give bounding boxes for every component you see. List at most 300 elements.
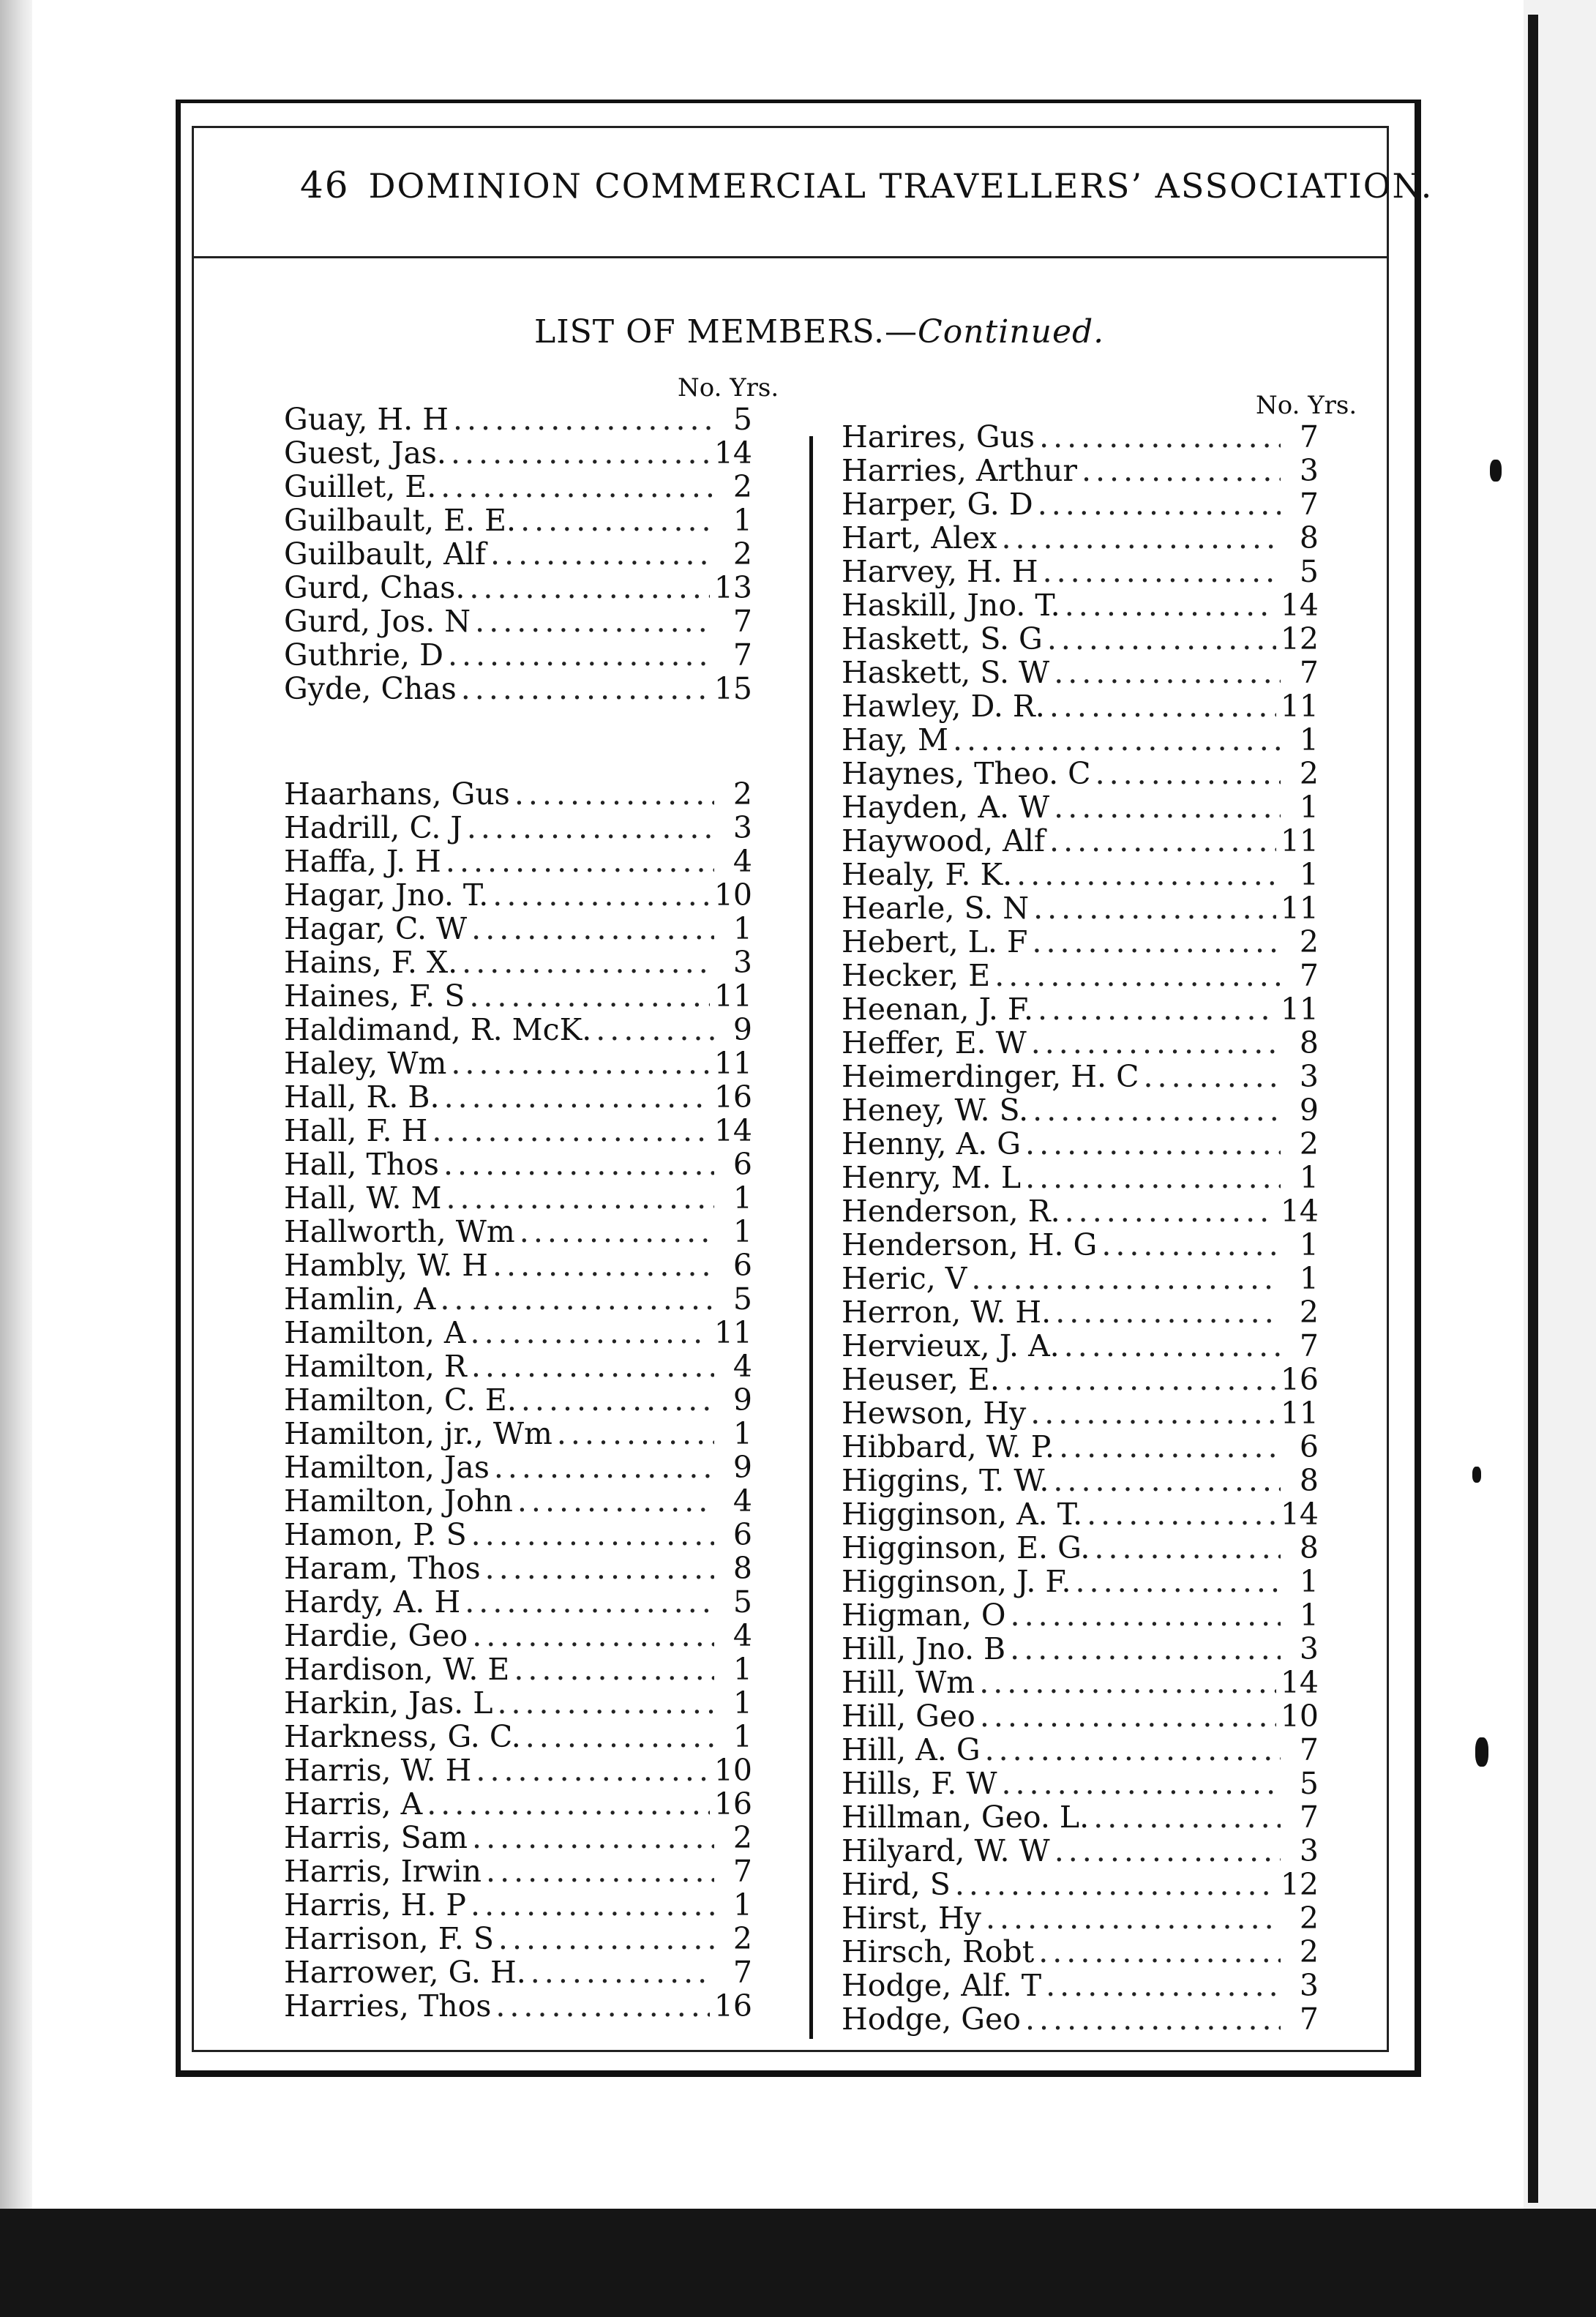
member-name: Higman, O — [842, 1598, 1006, 1633]
member-entry — [842, 1901, 1319, 1935]
member-years: 2 — [1299, 756, 1319, 791]
member-entry — [284, 470, 752, 504]
member-entry — [842, 588, 1319, 622]
ink-speck — [1475, 1737, 1488, 1767]
member-entry — [284, 777, 752, 811]
member-years: 10 — [713, 877, 752, 913]
member-entry — [284, 1249, 752, 1282]
member-name: Henny, A. G — [842, 1126, 1022, 1161]
member-name: Higginson, E. G. — [842, 1530, 1090, 1565]
column-divider — [809, 436, 813, 2039]
member-name: Harrower, G. H. — [284, 1955, 526, 1990]
member-name: Hirsch, Robt — [842, 1934, 1035, 1969]
member-years: 1 — [733, 1214, 752, 1249]
member-years: 1 — [1299, 1227, 1319, 1262]
member-entry — [842, 1800, 1319, 1834]
leader-dots — [469, 979, 710, 1013]
leader-dots — [1054, 656, 1281, 689]
leader-dots — [1059, 1430, 1281, 1464]
member-years: 9 — [733, 1382, 752, 1418]
member-entry — [842, 1666, 1319, 1699]
member-entry — [842, 891, 1319, 925]
member-name: Heuser, E. — [842, 1362, 1000, 1397]
leader-dots — [1038, 992, 1276, 1026]
member-entry — [842, 1127, 1319, 1161]
member-name: Hervieux, J. A. — [842, 1328, 1060, 1363]
leader-dots — [490, 537, 714, 571]
member-entry — [284, 1114, 752, 1148]
member-name: Haywood, Alf — [842, 823, 1046, 858]
member-name: Haley, Wm — [284, 1046, 447, 1081]
leader-dots — [432, 1114, 709, 1148]
member-name: Hamlin, A — [284, 1281, 436, 1317]
leader-dots — [476, 1753, 709, 1787]
member-name: Hamilton, jr., Wm — [284, 1416, 552, 1451]
member-years: 11 — [1280, 1396, 1319, 1431]
leader-dots — [525, 1720, 714, 1753]
member-entry — [842, 1834, 1319, 1868]
member-name: Henderson, H. G — [842, 1227, 1098, 1262]
section-title-main: LIST OF MEMBERS.— — [534, 313, 918, 351]
member-years: 1 — [733, 1887, 752, 1923]
member-entry — [842, 1767, 1319, 1800]
member-name: Guest, Jas. — [284, 435, 446, 471]
member-name: Hart, Alex — [842, 520, 997, 555]
leader-dots — [467, 811, 714, 845]
member-years: 5 — [733, 402, 752, 437]
member-years: 11 — [713, 1046, 752, 1081]
leader-dots — [1025, 2002, 1281, 2036]
member-name: Harires, Gus — [842, 419, 1035, 454]
member-entry — [284, 1854, 752, 1888]
member-entry — [284, 1080, 752, 1114]
member-name: Healy, F. K. — [842, 857, 1013, 892]
leader-dots — [1095, 757, 1281, 790]
leader-dots — [1087, 1497, 1276, 1531]
member-years: 4 — [733, 844, 752, 879]
member-name: Hird, S — [842, 1867, 951, 1902]
member-name: Guillet, E. — [284, 469, 437, 504]
member-name: Harris, Irwin — [284, 1854, 482, 1889]
leader-dots — [465, 1585, 714, 1619]
member-name: Harkin, Jas. L — [284, 1685, 493, 1721]
member-name: Hall, W. M — [284, 1180, 442, 1216]
member-name: Hambly, W. H — [284, 1248, 489, 1283]
leader-dots — [446, 1181, 714, 1215]
leader-dots — [1032, 925, 1281, 959]
member-years: 11 — [713, 1315, 752, 1350]
leader-dots — [1011, 1598, 1281, 1632]
member-name: Harris, Sam — [284, 1820, 468, 1855]
member-years: 1 — [733, 503, 752, 538]
member-years: 10 — [713, 1753, 752, 1788]
member-years: 12 — [1280, 1867, 1319, 1902]
member-years: 2 — [733, 1820, 752, 1855]
member-entry — [842, 1026, 1319, 1060]
page-gutter-shadow — [0, 0, 32, 2317]
member-entry — [284, 638, 752, 672]
leader-dots — [1064, 1329, 1281, 1363]
leader-dots — [1049, 689, 1276, 723]
leader-dots — [1047, 622, 1276, 656]
member-entry — [842, 1295, 1319, 1329]
member-entry — [284, 811, 752, 845]
leader-dots — [1093, 1800, 1281, 1834]
member-entry — [842, 656, 1319, 689]
member-entry — [842, 555, 1319, 588]
member-name: Haldimand, R. McK. — [284, 1012, 592, 1047]
member-entry — [842, 1262, 1319, 1295]
leader-dots — [1038, 487, 1281, 521]
member-name: Gurd, Chas. — [284, 570, 465, 605]
member-entry — [284, 946, 752, 979]
member-name: Heffer, E. W — [842, 1025, 1027, 1060]
leader-dots — [1054, 1834, 1281, 1868]
member-name: Hallworth, Wm — [284, 1214, 515, 1249]
leader-dots — [520, 1215, 714, 1249]
leader-dots — [1043, 555, 1281, 588]
leader-dots — [557, 1417, 714, 1451]
member-name: Hearle, S. N — [842, 891, 1030, 926]
member-years: 7 — [1299, 958, 1319, 993]
member-entry — [842, 858, 1319, 891]
member-entry — [842, 1430, 1319, 1464]
member-years: 8 — [1299, 520, 1319, 555]
member-entry — [284, 1652, 752, 1686]
member-entry — [284, 504, 752, 537]
ink-speck — [1490, 460, 1502, 482]
member-name: Hill, Jno. B — [842, 1631, 1006, 1666]
member-entry — [284, 1350, 752, 1383]
leader-dots — [462, 946, 714, 979]
member-years: 3 — [1299, 1631, 1319, 1666]
leader-dots — [980, 1699, 1276, 1733]
member-years: 8 — [1299, 1025, 1319, 1060]
member-entry — [842, 723, 1319, 757]
member-name: Harvey, H. H — [842, 554, 1038, 589]
member-years: 7 — [1299, 419, 1319, 454]
leader-dots — [1031, 1026, 1281, 1060]
member-entry — [284, 1383, 752, 1417]
ink-speck — [1472, 1467, 1481, 1483]
member-entry — [842, 1699, 1319, 1733]
leader-dots — [1025, 1127, 1281, 1161]
member-entry — [284, 1451, 752, 1484]
member-entry — [842, 992, 1319, 1026]
member-name: Hill, Geo — [842, 1699, 975, 1734]
member-entry — [284, 1821, 752, 1854]
member-years: 7 — [1299, 655, 1319, 690]
leader-dots — [486, 1854, 714, 1888]
member-name: Harrison, F. S — [284, 1921, 494, 1956]
member-years: 3 — [1299, 453, 1319, 488]
member-name: Hillman, Geo. L. — [842, 1800, 1090, 1835]
leader-dots — [443, 1148, 714, 1181]
member-entry — [284, 1148, 752, 1181]
member-entry — [284, 672, 752, 705]
member-name: Hamilton, John — [284, 1483, 513, 1519]
member-years: 1 — [1299, 1598, 1319, 1633]
member-years: 3 — [733, 810, 752, 845]
member-name: Heney, W. S. — [842, 1093, 1029, 1128]
leader-dots — [979, 1666, 1276, 1699]
member-name: Harkness, G. C. — [284, 1719, 521, 1754]
leader-dots — [1033, 891, 1276, 925]
member-entry — [842, 1194, 1319, 1228]
member-years: 16 — [713, 1786, 752, 1822]
member-years: 11 — [1280, 689, 1319, 724]
member-years: 1 — [1299, 790, 1319, 825]
member-years: 14 — [1280, 1665, 1319, 1700]
member-name: Hodge, Alf. T — [842, 1968, 1042, 2003]
member-years: 2 — [1299, 924, 1319, 959]
leader-dots — [472, 1619, 714, 1652]
member-years: 7 — [1299, 1800, 1319, 1835]
member-entry — [842, 1161, 1319, 1194]
member-years: 9 — [733, 1012, 752, 1047]
member-years: 6 — [733, 1248, 752, 1283]
member-entry — [842, 2002, 1319, 2036]
member-entry — [842, 824, 1319, 858]
left-member-list — [284, 0, 752, 2049]
member-entry — [842, 1464, 1319, 1497]
member-years: 16 — [713, 1079, 752, 1115]
member-years: 6 — [733, 1517, 752, 1552]
leader-dots — [427, 1787, 710, 1821]
leader-dots — [448, 638, 714, 672]
member-years: 2 — [733, 776, 752, 812]
member-name: Herron, W. H. — [842, 1295, 1052, 1330]
leader-dots — [520, 504, 714, 537]
leader-dots — [451, 436, 710, 470]
member-entry — [842, 1060, 1319, 1093]
member-years: 1 — [1299, 857, 1319, 892]
leader-dots — [985, 1733, 1281, 1767]
member-years: 8 — [1299, 1463, 1319, 1498]
leader-dots — [1001, 1767, 1281, 1800]
leader-dots — [1101, 1228, 1281, 1262]
member-entry — [842, 959, 1319, 992]
leader-dots — [497, 1686, 714, 1720]
member-years: 9 — [1299, 1093, 1319, 1128]
member-name: Haarhans, Gus — [284, 776, 510, 812]
leader-dots — [451, 1047, 709, 1080]
member-name: Harries, Thos — [284, 1988, 492, 2024]
member-entry — [842, 420, 1319, 454]
member-name: Guay, H. H — [284, 402, 449, 437]
leader-dots — [485, 1551, 714, 1585]
member-name: Hay, M — [842, 722, 948, 757]
member-name: Haines, F. S — [284, 978, 465, 1014]
leader-dots — [498, 1922, 714, 1955]
member-entry — [842, 1531, 1319, 1565]
member-years: 1 — [1299, 1261, 1319, 1296]
leader-dots — [1055, 1295, 1281, 1329]
member-name: Hamilton, R — [284, 1349, 467, 1384]
member-entry — [284, 878, 752, 912]
scan-bottom-band — [0, 2209, 1596, 2317]
member-entry — [842, 1396, 1319, 1430]
member-name: Harries, Arthur — [842, 453, 1077, 488]
leader-dots — [986, 1901, 1281, 1935]
leader-dots — [1046, 1969, 1281, 2002]
member-name: Hamilton, A — [284, 1315, 466, 1350]
member-entry — [284, 1753, 752, 1787]
member-entry — [284, 571, 752, 604]
member-entry — [842, 1733, 1319, 1767]
member-entry — [842, 1598, 1319, 1632]
member-entry — [842, 1565, 1319, 1598]
member-years: 5 — [733, 1584, 752, 1620]
member-name: Henry, M. L — [842, 1160, 1022, 1195]
member-name: Higginson, J. F. — [842, 1564, 1071, 1599]
member-entry — [284, 845, 752, 878]
member-years: 7 — [1299, 1328, 1319, 1363]
leader-dots — [440, 1282, 714, 1316]
member-years: 3 — [1299, 1833, 1319, 1868]
leader-dots — [471, 1350, 714, 1383]
member-entry — [284, 1417, 752, 1451]
member-entry — [284, 1518, 752, 1551]
member-name: Guthrie, D — [284, 637, 443, 673]
member-entry — [842, 1093, 1319, 1127]
member-entry — [284, 1551, 752, 1585]
member-entry — [284, 1047, 752, 1080]
leader-dots — [461, 672, 710, 705]
leader-dots — [514, 777, 714, 811]
leader-dots — [1001, 521, 1281, 555]
member-name: Hains, F. X. — [284, 945, 458, 980]
member-entry — [842, 1363, 1319, 1396]
member-years: 1 — [733, 1180, 752, 1216]
member-name: Hodge, Geo — [842, 2002, 1021, 2037]
member-years: 4 — [733, 1349, 752, 1384]
member-years: 11 — [1280, 891, 1319, 926]
section-title-continued: Continued. — [918, 313, 1105, 351]
right-member-list — [842, 0, 1319, 2049]
member-entry — [842, 521, 1319, 555]
member-name: Haskett, S. G — [842, 621, 1043, 656]
member-years: 2 — [733, 536, 752, 572]
member-entry — [284, 1282, 752, 1316]
member-name: Higginson, A. T. — [842, 1497, 1083, 1532]
member-years: 4 — [733, 1483, 752, 1519]
leader-dots — [492, 878, 710, 912]
member-entry — [284, 436, 752, 470]
adjacent-page-border — [1528, 15, 1538, 2203]
member-years: 11 — [713, 978, 752, 1014]
leader-dots — [1038, 1935, 1281, 1969]
member-name: Henderson, R. — [842, 1194, 1060, 1229]
leader-dots — [517, 1484, 714, 1518]
member-name: Hagar, Jno. T. — [284, 877, 489, 913]
leader-dots — [1049, 824, 1276, 858]
member-entry — [284, 1955, 752, 1989]
member-entry — [284, 1181, 752, 1215]
leader-dots — [492, 1249, 714, 1282]
member-years: 5 — [733, 1281, 752, 1317]
right-column-heading: No. Yrs. — [1256, 391, 1357, 420]
member-years: 7 — [733, 1955, 752, 1990]
leader-dots — [471, 912, 714, 946]
member-years: 2 — [1299, 1126, 1319, 1161]
member-entry — [842, 622, 1319, 656]
member-years: 1 — [733, 911, 752, 946]
member-entry — [284, 1787, 752, 1821]
member-name: Hall, Thos — [284, 1147, 439, 1182]
member-name: Guilbault, Alf — [284, 536, 487, 572]
member-entry — [284, 1013, 752, 1047]
member-name: Hamilton, C. E. — [284, 1382, 517, 1418]
member-entry — [842, 454, 1319, 487]
member-name: Hardie, Geo — [284, 1618, 468, 1653]
left-column-heading: No. Yrs. — [678, 373, 779, 403]
member-years: 7 — [733, 1854, 752, 1889]
member-years: 11 — [1280, 823, 1319, 858]
member-name: Heric, V — [842, 1261, 967, 1296]
member-name: Hibbard, W. P. — [842, 1429, 1055, 1464]
member-entry — [284, 1585, 752, 1619]
member-name: Haffa, J. H — [284, 844, 441, 879]
member-name: Harper, G. D — [842, 487, 1033, 522]
member-years: 10 — [1280, 1699, 1319, 1734]
member-entry — [842, 1868, 1319, 1901]
member-years: 14 — [713, 435, 752, 471]
member-years: 5 — [1299, 1766, 1319, 1801]
member-name: Higgins, T. W. — [842, 1463, 1049, 1498]
leader-dots — [531, 1955, 714, 1989]
member-entry — [284, 537, 752, 571]
member-name: Hecker, E — [842, 958, 991, 993]
member-name: Heimerdinger, H. C — [842, 1059, 1139, 1094]
leader-dots — [469, 571, 709, 604]
leader-dots — [453, 403, 714, 436]
leader-dots — [1053, 1464, 1281, 1497]
leader-dots — [1065, 1194, 1276, 1228]
member-years: 3 — [1299, 1059, 1319, 1094]
member-name: Hall, F. H — [284, 1113, 428, 1148]
leader-dots — [472, 1821, 714, 1854]
member-years: 1 — [1299, 1564, 1319, 1599]
leader-dots — [955, 1868, 1276, 1901]
member-name: Haskill, Jno. T. — [842, 588, 1060, 623]
member-years: 3 — [733, 945, 752, 980]
leader-dots — [1010, 1632, 1281, 1666]
member-entry — [284, 1888, 752, 1922]
leader-dots — [441, 470, 714, 504]
member-years: 1 — [733, 1719, 752, 1754]
member-name: Harris, A — [284, 1786, 423, 1822]
leader-dots — [1065, 588, 1276, 622]
member-years: 16 — [713, 1988, 752, 2024]
member-years: 2 — [1299, 1934, 1319, 1969]
member-entry — [284, 1215, 752, 1249]
member-years: 14 — [713, 1113, 752, 1148]
member-years: 9 — [733, 1450, 752, 1485]
member-years: 14 — [1280, 1194, 1319, 1229]
member-years: 7 — [733, 637, 752, 673]
member-entry — [842, 487, 1319, 521]
member-years: 2 — [1299, 1295, 1319, 1330]
member-years: 1 — [733, 1416, 752, 1451]
leader-dots — [514, 1652, 714, 1686]
member-name: Hall, R. B. — [284, 1079, 440, 1115]
member-name: Hill, A. G — [842, 1732, 981, 1767]
member-name: Hebert, L. F — [842, 924, 1028, 959]
leader-dots — [971, 1262, 1281, 1295]
member-years: 5 — [1299, 554, 1319, 589]
leader-dots — [1054, 790, 1281, 824]
